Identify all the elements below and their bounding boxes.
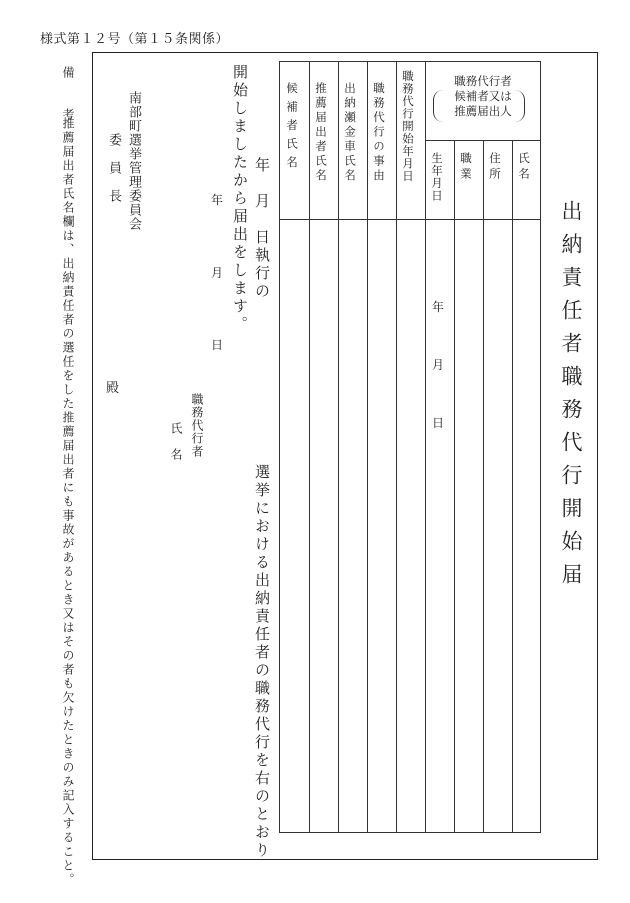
col-candidate-name-header: 候補者氏名 <box>285 82 299 175</box>
proxy-name-label: 氏 名 <box>169 422 183 461</box>
addressee-honorific: 殿 <box>106 381 120 396</box>
statement-line2: 開始しましたから届出をします。 <box>231 64 249 334</box>
col-start-date-header: 職務代行開始年月日 <box>401 70 415 183</box>
proxy-role-label: 職務代行者 <box>190 393 204 458</box>
birth-day-label: 日 <box>432 416 448 430</box>
proxy-group-header: 職務代行者 候補者又は 推薦届出人 <box>454 74 512 118</box>
col-recommender-name-header: 推薦届出者氏名 <box>314 82 328 184</box>
date-year-label: 年 <box>211 193 227 207</box>
bracket-decoration <box>433 90 525 122</box>
statement-line1: 選挙における出納責任者の職務代行を右のとおり <box>253 464 271 860</box>
birth-month-label: 月 <box>432 358 448 372</box>
col-name-header: 氏名 <box>517 152 531 183</box>
col-address-header: 住所 <box>488 152 502 183</box>
statement-election-date: 年 月 日執行の <box>253 157 271 301</box>
note-label: 備 考 <box>61 66 75 122</box>
form-reference: 様式第１２号（第１５条関係） <box>40 32 230 47</box>
col-treasurer-name-header: 出納瀬金車氏名 <box>343 82 357 184</box>
addressee-org: 南部町選挙管理委員会 <box>126 91 141 231</box>
document-title: 出納責任者職務代行開始届 <box>559 200 583 596</box>
col-reason-header: 職務代行の事由 <box>372 82 386 184</box>
addressee-title: 委 員 長 <box>106 133 121 203</box>
birth-year-label: 年 <box>432 300 448 314</box>
col-birthdate-header: 生年月日 <box>430 152 444 202</box>
col-occupation-header: 職業 <box>459 152 473 183</box>
date-day-label: 日 <box>211 338 227 352</box>
note-text: 推薦届出者氏名欄は、出納責任者の選任をした推薦届出者にも事故があるとき又はその者も欠けたときのみ記入すること。 <box>61 117 75 887</box>
date-month-label: 月 <box>211 266 227 280</box>
